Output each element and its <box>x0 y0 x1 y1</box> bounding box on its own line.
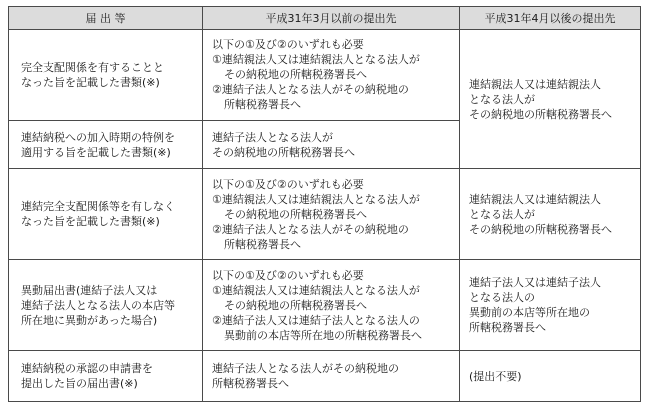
row4-before: 以下の①及び②のいずれも必要 ①連結親法人又は連結親法人となる法人が その納税地の所轄税務署長へ ②連結子法人又は連結子法人となる法人の 異動前の本店等所在地の所轄税務署長へ <box>203 260 460 351</box>
row2-item: 連結納税への加入時期の特例を 適用する旨を記載した書類(※) <box>9 120 203 169</box>
table-row <box>9 351 641 402</box>
row3-after: 連結親法人又は連結親法人 となる法人が その納税地の所轄税務署長へ <box>460 169 641 260</box>
row1-before: 以下の①及び②のいずれも必要 ①連結親法人又は連結親法人となる法人が その納税地の所轄税務署長へ ②連結子法人となる法人がその納税地の 所轄税務署長へ <box>203 30 460 121</box>
table-row <box>9 169 641 260</box>
table-row <box>9 260 641 351</box>
table-header-row <box>9 7 641 30</box>
row5-before: 連結子法人となる法人がその納税地の 所轄税務署長へ <box>203 351 460 402</box>
submission-table <box>8 6 641 402</box>
row2-before: 連結子法人となる法人が その納税地の所轄税務署長へ <box>203 120 460 169</box>
table-row <box>9 30 641 121</box>
row5-after: (提出不要) <box>460 351 641 402</box>
rows1-2-after-merged: 連結親法人又は連結親法人 となる法人が その納税地の所轄税務署長へ <box>460 30 641 169</box>
row3-item: 連結完全支配関係等を有しなく なった旨を記載した書類(※) <box>9 169 203 260</box>
row4-after: 連結子法人又は連結子法人 となる法人の 異動前の本店等所在地の 所轄税務署長へ <box>460 260 641 351</box>
header-before-march-2019: 平成31年3月以前の提出先 <box>203 7 460 30</box>
row5-item: 連結納税の承認の申請書を 提出した旨の届出書(※) <box>9 351 203 402</box>
row3-before: 以下の①及び②のいずれも必要 ①連結親法人又は連結親法人となる法人が その納税地の所轄税務署長へ ②連結子法人となる法人がその納税地の 所轄税務署長へ <box>203 169 460 260</box>
header-item: 届 出 等 <box>9 7 203 30</box>
header-after-april-2019: 平成31年4月以後の提出先 <box>460 7 641 30</box>
row1-item: 完全支配関係を有することと なった旨を記載した書類(※) <box>9 30 203 121</box>
row4-item: 異動届出書(連結子法人又は 連結子法人となる法人の本店等 所在地に異動があった場合) <box>9 260 203 351</box>
